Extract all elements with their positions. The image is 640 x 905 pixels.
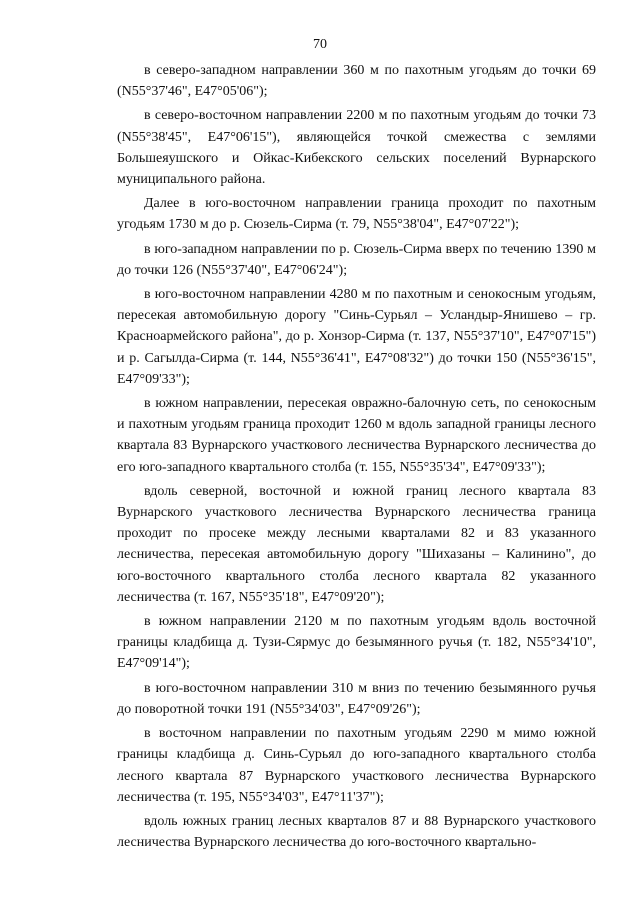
paragraph-7: вдоль северной, восточной и южной границ лесного квартала 83 Вурнарского участкового лесничества Вурнарского лесничества граница проходит по просеке между лесными кварталами 82 и 83 указанного лесничества, пересекая автомобильную дорогу "Шихазаны – Калинино", до юго-восточного квартального столба лесного квартала 82 указанного лесничества (т. 167, N55°35'18", E47°09'20"); xyxy=(117,483,596,605)
paragraph-10: в восточном направлении по пахотным угодьям 2290 м мимо южной границы кладбища д. Синь-Сурьял до юго-западного квартального столба лесного квартала 87 Вурнарского участкового лесничества Вурнарского лесничества (т. 195, N55°34'03", E47°11'37"); xyxy=(117,726,596,805)
paragraph-11: вдоль южных границ лесных кварталов 87 и 88 Вурнарского участкового лесничества Вурнарского лесничества до юго-восточного квартально- xyxy=(117,813,596,851)
paragraph-8: в южном направлении 2120 м по пахотным угодьям вдоль восточной границы кладбища д. Тузи-Сярмус до безымянного ручья (т. 182, N55°34'10", E47°09'14"); xyxy=(117,614,596,672)
paragraph-1: в северо-западном направлении 360 м по пахотным угодьям до точки 69 (N55°37'46", E47°05'06"); xyxy=(117,63,596,100)
paragraph-6: в южном направлении, пересекая овражно-балочную сеть, по сенокосным и пахотным угодьям граница проходит 1260 м вдоль западной границы лесного квартала 83 Вурнарского участкового лесничества Вурнарского лесничества до его юго-западного квартального столба (т. 155, N55°35'34", E47°09'33"); xyxy=(117,396,596,475)
document-body xyxy=(117,60,596,856)
paragraph-2: в северо-восточном направлении 2200 м по пахотным угодьям до точки 73 (N55°38'45", E47°06'15"), являющейся точкой смежества с землями Большеяушского и Ойкас-Кибекского сельских поселений Вурнарского муниципального района. xyxy=(117,108,596,188)
paragraph-3: Далее в юго-восточном направлении граница проходит по пахотным угодьям 1730 м до р. Сюзель-Сирма (т. 79, N55°38'04", E47°07'22"); xyxy=(117,196,596,233)
paragraph-4: в юго-западном направлении по р. Сюзель-Сирма вверх по течению 1390 м до точки 126 (N55°37'40", E47°06'24"); xyxy=(117,241,596,278)
page-number: 70 xyxy=(313,37,327,52)
paragraph-5: в юго-восточном направлении 4280 м по пахотным и сенокосным угодьям, пересекая автомобильную дорогу "Синь-Сурьял – Усландыр-Янишево – гр. Красноармейского района", до р. Хонзор-Сирма (т. 137, N55°37'10", E47°07'15") и р. Сагылда-Сирма (т. 144, N55°36'41", E47°08'32") до точки 150 (N55°36'15", E47°09'33"); xyxy=(117,287,596,387)
paragraph-9: в юго-восточном направлении 310 м вниз по течению безымянного ручья до поворотной точки 191 (N55°34'03", E47°09'26"); xyxy=(117,680,596,717)
